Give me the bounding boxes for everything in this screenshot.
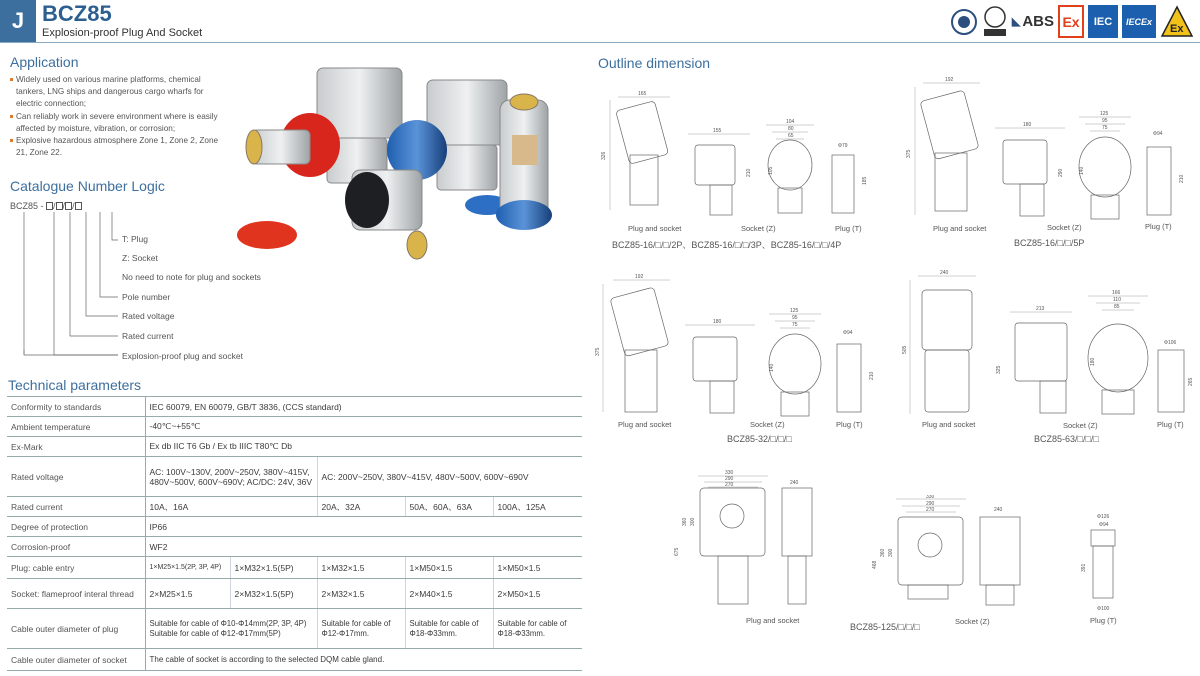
row-label: Corrosion-proof xyxy=(7,537,145,557)
bureau-veritas-logo-icon xyxy=(982,5,1008,38)
row-label: Plug: cable entry xyxy=(7,557,145,579)
model-code: BCZ85-16/□/□/5P xyxy=(1014,238,1085,248)
model-code: BCZ85-16/□/□/2P、BCZ85-16/□/□/3P、BCZ85-16/□/□/4P xyxy=(612,240,842,250)
table-row xyxy=(7,497,582,517)
row-label: Conformity to standards xyxy=(7,397,145,417)
dim-label: 95 xyxy=(792,315,798,321)
dim-label: 105 xyxy=(768,166,774,175)
dim-label: 270 xyxy=(725,482,734,488)
drawing-16a-5p xyxy=(905,75,1195,225)
dim-label: 85 xyxy=(1114,304,1120,310)
row-value: IEC 60079, EN 60079, GB/T 3836, (CCS standard) xyxy=(145,397,582,417)
dim-label: Φ100 xyxy=(1097,606,1110,612)
caption: Socket (Z) xyxy=(1047,223,1082,232)
caption: Plug and socket xyxy=(933,224,987,233)
table-row xyxy=(7,397,582,417)
iecex-logo: IECEx xyxy=(1122,5,1156,38)
dim-label: 300 xyxy=(690,517,696,526)
dim-label: 325 xyxy=(996,365,1002,374)
certification-logos xyxy=(950,5,1194,38)
row-value: 1×M32×1.5 xyxy=(317,557,405,579)
logic-no-note: No need to note for plug and sockets xyxy=(122,272,261,282)
row-value: 2×M25×1.5 xyxy=(145,579,230,609)
application-bullet: Can reliably work in severe environment where is easily affected by moisture, vibration, or corrosion; xyxy=(10,111,222,135)
dim-label: 290 xyxy=(725,476,734,482)
application-list xyxy=(10,74,222,159)
row-value: 1×M50×1.5 xyxy=(405,557,493,579)
caption: Plug (T) xyxy=(1157,420,1184,429)
section-tab: J xyxy=(0,0,36,42)
dim-label: 265 xyxy=(1188,377,1194,386)
catalogue-heading: Catalogue Number Logic xyxy=(10,178,165,194)
dim-label: 240 xyxy=(940,270,949,276)
drawing-32a xyxy=(595,272,885,420)
dim-label: 240 xyxy=(994,507,1003,513)
row-value: WF2 xyxy=(145,537,582,557)
row-label: Ex-Mark xyxy=(7,437,145,457)
iec-logo: IEC xyxy=(1088,5,1118,38)
caption: Plug (T) xyxy=(835,224,862,233)
caption: Plug and socket xyxy=(922,420,976,429)
catalogue-prefix: BCZ85 - xyxy=(10,201,44,211)
code-box xyxy=(62,201,72,211)
row-label: Cable outer diameter of plug xyxy=(7,609,145,649)
row-label: Degree of protection xyxy=(7,517,145,537)
dim-label: 75 xyxy=(792,322,798,328)
table-row xyxy=(7,649,582,671)
abs-logo: ◣ ABS xyxy=(1011,13,1054,30)
caption: Plug and socket xyxy=(618,420,672,429)
dim-label: 185 xyxy=(862,176,868,185)
page-title: BCZ85 xyxy=(42,1,112,26)
dim-label: 290 xyxy=(1058,168,1064,177)
dim-label: 330 xyxy=(725,470,734,476)
dim-label: 240 xyxy=(790,480,799,486)
ex-logo: Ex xyxy=(1058,5,1084,38)
drawing-125a-plug xyxy=(1075,510,1135,616)
model-code: BCZ85-32/□/□/□ xyxy=(727,434,792,444)
dim-label: Φ106 xyxy=(1164,340,1177,346)
dim-label: 391 xyxy=(1081,563,1087,572)
technical-heading: Technical parameters xyxy=(8,377,142,393)
table-row xyxy=(7,579,582,609)
row-label: Ambient temperature xyxy=(7,417,145,437)
dim-label: 165 xyxy=(638,91,647,97)
dim-label: 330 xyxy=(926,495,935,500)
dim-label: 210 xyxy=(746,168,752,177)
table-row xyxy=(7,417,582,437)
logic-explosion-proof: Explosion-proof plug and socket xyxy=(122,351,243,361)
row-value: Suitable for cable of Φ18-Φ33mm. xyxy=(405,609,493,649)
row-value: 2×M32×1.5(5P) xyxy=(230,579,317,609)
application-heading: Application xyxy=(10,54,79,70)
caption: Socket (Z) xyxy=(741,224,776,233)
drawing-16a xyxy=(600,85,885,225)
row-value: 10A、16A xyxy=(145,497,317,517)
atex-logo-icon xyxy=(1160,5,1194,38)
catalogue-lines xyxy=(0,210,125,360)
table-row xyxy=(7,457,582,497)
table-row xyxy=(7,609,582,649)
dim-label: 213 xyxy=(1036,306,1045,312)
caption: Plug (T) xyxy=(836,420,863,429)
dim-label: 300 xyxy=(888,548,894,557)
table-row xyxy=(7,437,582,457)
code-sep: / xyxy=(72,201,75,211)
dim-label: 192 xyxy=(635,274,644,280)
dim-label: 110 xyxy=(1113,297,1121,303)
row-value: 1×M32×1.5(5P) xyxy=(230,557,317,579)
application-bullet: Widely used on various marine platforms, chemical tankers, LNG ships and dangerous cargo wharfs for electric connection; xyxy=(10,74,222,111)
page-subtitle: Explosion-proof Plug And Socket xyxy=(42,27,203,39)
caption: Socket (Z) xyxy=(750,420,785,429)
row-value: 2×M50×1.5 xyxy=(493,579,582,609)
dim-label: 125 xyxy=(790,308,799,314)
code-box xyxy=(75,202,82,210)
dim-label: Φ94 xyxy=(1099,522,1109,528)
outline-heading: Outline dimension xyxy=(598,55,711,71)
dim-label: 468 xyxy=(872,560,878,569)
drawing-125a-socket xyxy=(868,495,1038,613)
dim-label: 140 xyxy=(769,363,775,372)
dim-label: 210 xyxy=(869,371,875,380)
dim-label: 180 xyxy=(1023,122,1032,128)
row-label: Socket: flameproof interal thread xyxy=(7,579,145,609)
row-value: 20A、32A xyxy=(317,497,405,517)
dim-label: 270 xyxy=(926,507,935,513)
row-value: Suitable for cable of Φ18-Φ33mm. xyxy=(493,609,582,649)
row-value: 100A、125A xyxy=(493,497,582,517)
dim-label: 210 xyxy=(1179,174,1185,183)
model-code: BCZ85-63/□/□/□ xyxy=(1034,434,1099,444)
caption: Socket (Z) xyxy=(955,617,990,626)
code-box xyxy=(56,202,63,210)
row-label: Rated current xyxy=(7,497,145,517)
row-value: IP66 xyxy=(145,517,582,537)
code-sep: / xyxy=(62,201,66,211)
row-value: -40℃~+55℃ xyxy=(145,417,582,437)
row-value: The cable of socket is according to the selected DQM cable gland. xyxy=(145,649,582,671)
product-photo xyxy=(232,50,587,280)
ccs-logo-icon xyxy=(950,5,978,38)
row-value: AC: 100V~130V, 200V~250V, 380V~415V, 480V~500V, 600V~690V; AC/DC: 24V, 36V xyxy=(145,457,317,497)
dim-label: Φ94 xyxy=(843,330,853,336)
dim-label: 180 xyxy=(713,319,722,325)
model-code: BCZ85-125/□/□/□ xyxy=(850,622,920,632)
row-value: Suitable for cable of Φ10-Φ14mm(2P, 3P, 4P) Suitable for cable of Φ12-Φ17mm(5P) xyxy=(145,609,317,649)
code-sep: / xyxy=(53,201,56,211)
header-divider xyxy=(0,42,1200,43)
catalogue-line-bottom xyxy=(0,350,125,360)
dim-label: 104 xyxy=(786,119,795,125)
svg-text:Ex: Ex xyxy=(1170,23,1184,35)
dim-label: 80 xyxy=(788,126,794,132)
dim-label: 140 xyxy=(1079,166,1085,175)
caption: Plug and socket xyxy=(746,616,800,625)
dim-label: 166 xyxy=(1112,290,1121,296)
dim-label: 192 xyxy=(945,77,954,83)
logic-rated-voltage: Rated voltage xyxy=(122,311,175,321)
caption: Plug (T) xyxy=(1145,222,1172,231)
dim-label: 65 xyxy=(788,133,794,139)
dim-label: Φ94 xyxy=(1153,131,1163,137)
dim-label: 375 xyxy=(595,347,601,356)
caption: Socket (Z) xyxy=(1063,421,1098,430)
row-label: Rated voltage xyxy=(7,457,145,497)
row-value: Suitable for cable of Φ12-Φ17mm. xyxy=(317,609,405,649)
table-row xyxy=(7,537,582,557)
dim-label: Φ126 xyxy=(1097,514,1110,520)
dim-label: 180 xyxy=(1090,357,1096,366)
dim-label: 75 xyxy=(1102,125,1108,131)
row-value: 2×M32×1.5 xyxy=(317,579,405,609)
logic-plug: T: Plug xyxy=(122,234,148,244)
drawing-63a xyxy=(900,268,1195,420)
row-label: Cable outer diameter of socket xyxy=(7,649,145,671)
dim-label: 675 xyxy=(674,547,680,556)
row-value: Ex db IIC T6 Gb / Ex tb IIIC T80℃ Db xyxy=(145,437,582,457)
table-row xyxy=(7,517,582,537)
table-row xyxy=(7,557,582,579)
logic-socket: Z: Socket xyxy=(122,253,158,263)
row-value: 2×M40×1.5 xyxy=(405,579,493,609)
technical-table xyxy=(7,396,582,671)
dim-label: Φ79 xyxy=(838,143,848,149)
logic-rated-current: Rated current xyxy=(122,331,174,341)
dim-label: 125 xyxy=(1100,111,1109,117)
caption: Plug (T) xyxy=(1090,616,1117,625)
dim-label: 155 xyxy=(713,128,722,134)
row-value: 50A、60A、63A xyxy=(405,497,493,517)
application-bullet: Explosive hazardous atmosphere Zone 1, Zone 2, Zone 21, Zone 22. xyxy=(10,135,222,159)
logic-pole-number: Pole number xyxy=(122,292,171,302)
dim-label: 505 xyxy=(902,345,908,354)
dim-label: 95 xyxy=(1102,118,1108,124)
row-value: 1×M50×1.5 xyxy=(493,557,582,579)
dim-label: 290 xyxy=(926,501,935,507)
row-value: AC: 200V~250V, 380V~415V, 480V~500V, 600V~690V xyxy=(317,457,582,497)
dim-label: 360 xyxy=(682,517,688,526)
code-box xyxy=(46,202,53,210)
row-value: 1×M25×1.5(2P, 3P, 4P) xyxy=(145,557,230,579)
dim-label: 326 xyxy=(601,151,607,160)
drawing-125a-plug-socket xyxy=(670,466,830,616)
dim-label: 360 xyxy=(880,548,886,557)
caption: Plug and socket xyxy=(628,224,682,233)
dim-label: 375 xyxy=(906,149,912,158)
